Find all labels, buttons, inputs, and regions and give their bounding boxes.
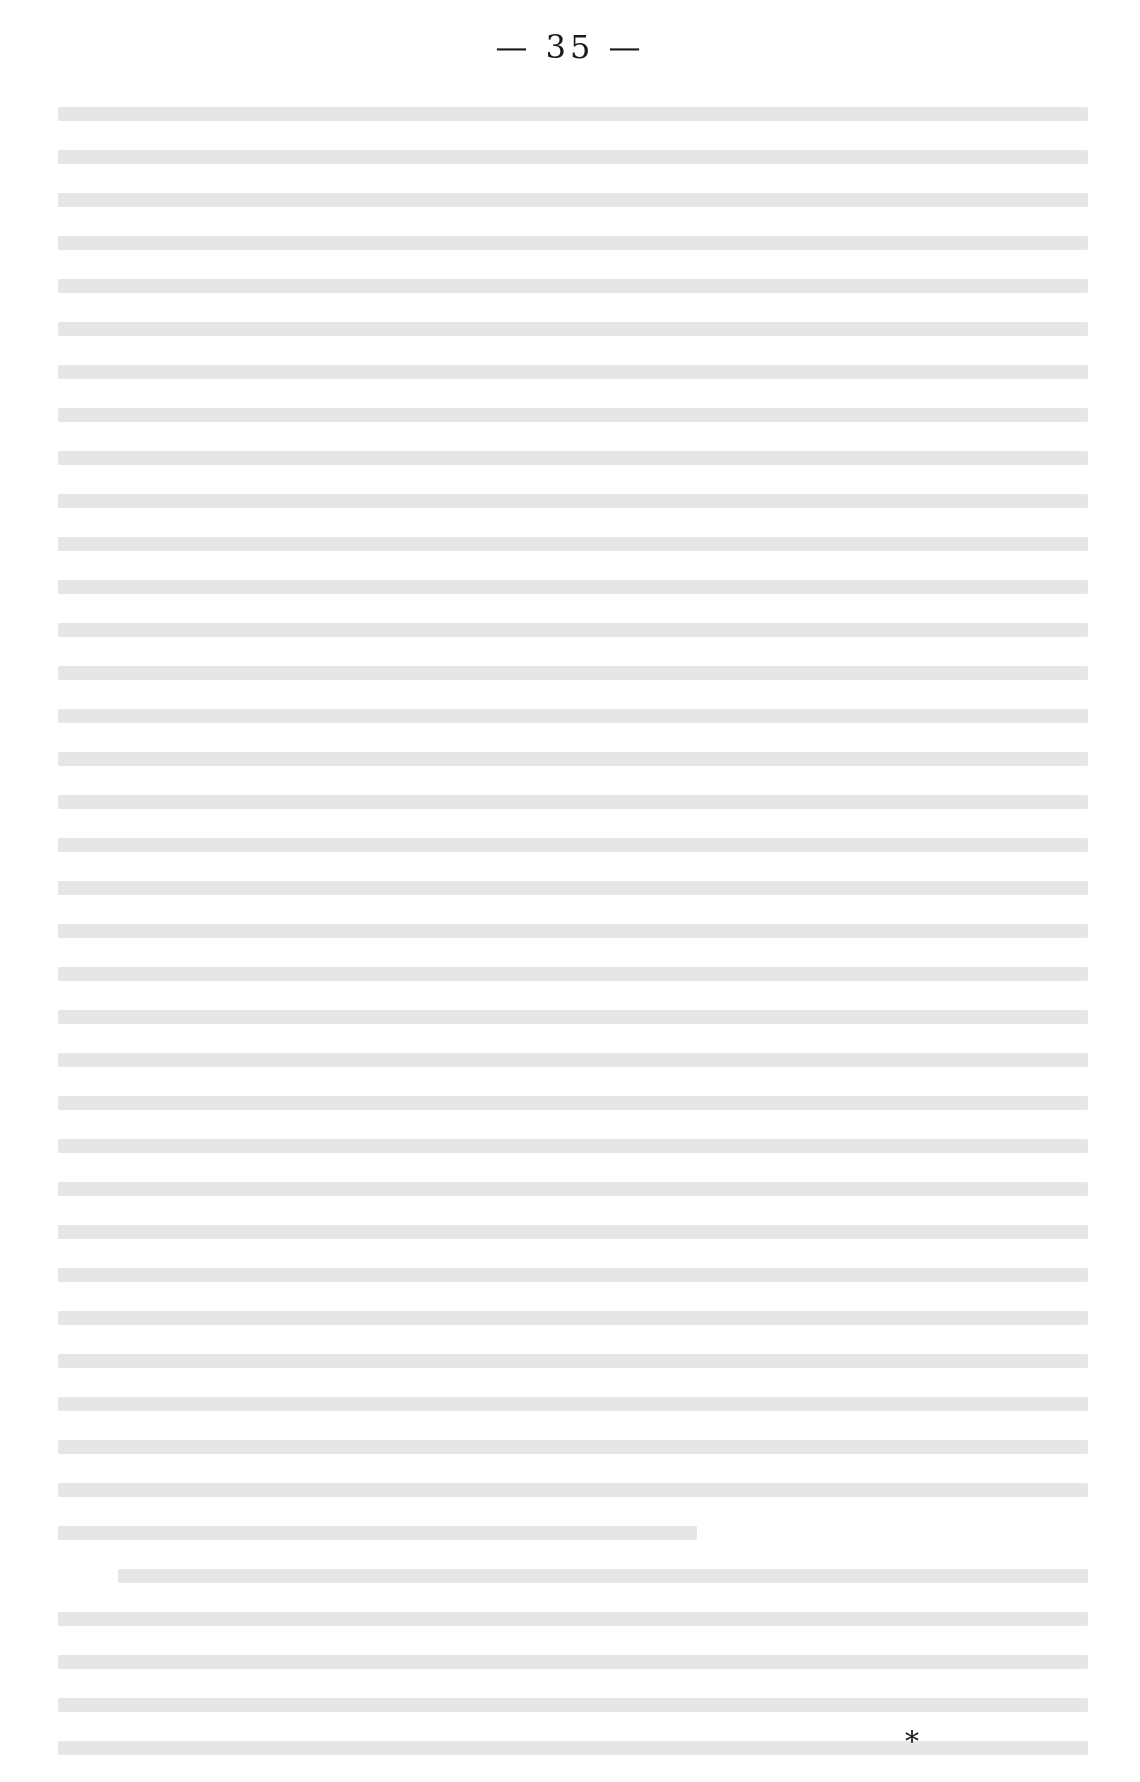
text-line bbox=[58, 135, 1088, 178]
text-line-placeholder bbox=[58, 623, 1088, 637]
text-line-placeholder bbox=[58, 1612, 1088, 1626]
text-line-placeholder bbox=[58, 709, 1088, 723]
text-line-placeholder bbox=[58, 795, 1088, 809]
text-line-placeholder bbox=[58, 322, 1088, 336]
text-line bbox=[58, 1210, 1088, 1253]
text-line-placeholder bbox=[58, 580, 1088, 594]
text-line-placeholder bbox=[58, 1053, 1088, 1067]
text-line-placeholder bbox=[58, 1096, 1088, 1110]
text-line-placeholder bbox=[58, 1010, 1088, 1024]
text-line-placeholder bbox=[58, 924, 1088, 938]
text-line-placeholder bbox=[58, 365, 1088, 379]
text-line bbox=[58, 1726, 1088, 1769]
text-line bbox=[58, 1253, 1088, 1296]
text-line bbox=[58, 350, 1088, 393]
text-line bbox=[58, 952, 1088, 995]
text-line bbox=[58, 221, 1088, 264]
text-line-placeholder bbox=[58, 107, 1088, 121]
text-line bbox=[58, 1640, 1088, 1683]
text-line bbox=[58, 1468, 1088, 1511]
text-line-placeholder bbox=[58, 537, 1088, 551]
text-line-placeholder bbox=[58, 752, 1088, 766]
text-line-placeholder bbox=[58, 451, 1088, 465]
text-line-placeholder bbox=[58, 666, 1088, 680]
text-line bbox=[58, 1425, 1088, 1468]
text-line bbox=[58, 393, 1088, 436]
text-line bbox=[58, 866, 1088, 909]
text-line bbox=[58, 1124, 1088, 1167]
text-line bbox=[58, 823, 1088, 866]
text-line bbox=[58, 651, 1088, 694]
text-line-placeholder bbox=[58, 236, 1088, 250]
text-line-placeholder bbox=[58, 494, 1088, 508]
text-line-placeholder bbox=[58, 1526, 697, 1540]
text-line-placeholder bbox=[58, 1655, 1088, 1669]
text-line bbox=[58, 1382, 1088, 1425]
text-line-placeholder bbox=[58, 150, 1088, 164]
text-line bbox=[58, 780, 1088, 823]
text-line-placeholder bbox=[58, 1225, 1088, 1239]
text-line-placeholder bbox=[58, 279, 1088, 293]
text-line-placeholder bbox=[58, 1354, 1088, 1368]
text-line bbox=[58, 522, 1088, 565]
text-line-placeholder bbox=[58, 1483, 1088, 1497]
text-line-placeholder bbox=[58, 1741, 1088, 1755]
text-line bbox=[58, 92, 1088, 135]
text-line-placeholder bbox=[58, 1440, 1088, 1454]
text-line-placeholder bbox=[58, 1182, 1088, 1196]
text-line bbox=[58, 995, 1088, 1038]
text-line bbox=[58, 565, 1088, 608]
text-line bbox=[58, 1683, 1088, 1726]
text-line bbox=[58, 1167, 1088, 1210]
text-line-placeholder bbox=[58, 1311, 1088, 1325]
text-line-placeholder bbox=[58, 1268, 1088, 1282]
text-line bbox=[58, 1597, 1088, 1640]
text-line-placeholder bbox=[58, 193, 1088, 207]
text-line bbox=[58, 1554, 1088, 1597]
text-line bbox=[58, 1038, 1088, 1081]
page-number: — 35 — bbox=[495, 28, 645, 66]
text-line-placeholder bbox=[58, 408, 1088, 422]
text-line bbox=[58, 1511, 1088, 1554]
text-line-placeholder bbox=[118, 1569, 1088, 1583]
text-line bbox=[58, 479, 1088, 522]
text-line bbox=[58, 307, 1088, 350]
text-line bbox=[58, 1339, 1088, 1382]
text-line-placeholder bbox=[58, 838, 1088, 852]
text-line-placeholder bbox=[58, 881, 1088, 895]
body-text bbox=[58, 92, 1088, 1769]
text-line bbox=[58, 436, 1088, 479]
text-line bbox=[58, 178, 1088, 221]
text-line bbox=[58, 264, 1088, 307]
text-line bbox=[58, 737, 1088, 780]
text-line bbox=[58, 1081, 1088, 1124]
text-line-placeholder bbox=[58, 967, 1088, 981]
text-line bbox=[58, 694, 1088, 737]
text-line bbox=[58, 1296, 1088, 1339]
text-line bbox=[58, 909, 1088, 952]
text-line-placeholder bbox=[58, 1397, 1088, 1411]
text-line-placeholder bbox=[58, 1139, 1088, 1153]
text-line bbox=[58, 608, 1088, 651]
footnote-mark: * bbox=[905, 1725, 919, 1758]
text-line-placeholder bbox=[58, 1698, 1088, 1712]
